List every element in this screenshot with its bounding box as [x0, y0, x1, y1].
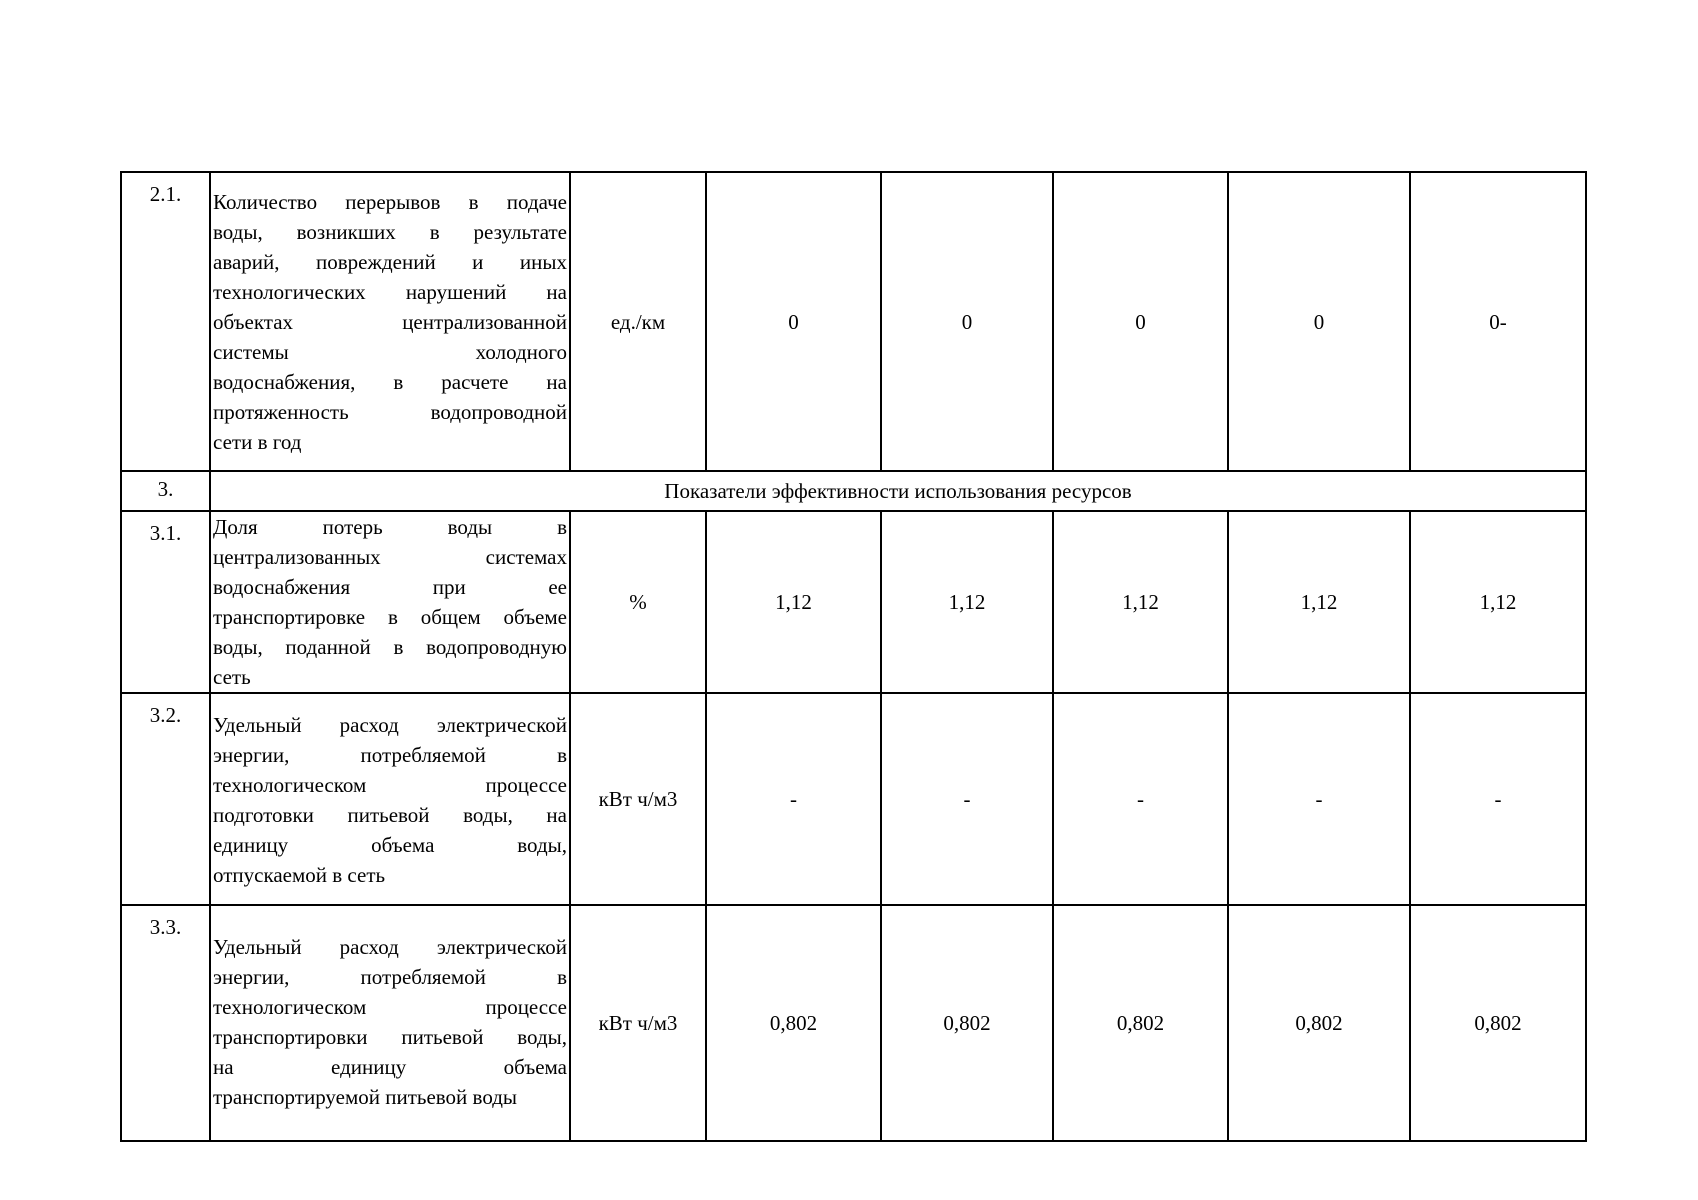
description-line: централизованных системах	[213, 545, 567, 569]
section-row	[121, 471, 1586, 511]
value-cell: 0,802	[1053, 905, 1228, 1141]
description-line: сеть	[213, 665, 251, 689]
table-row	[121, 172, 1586, 471]
unit-cell: кВт ч/м3	[570, 905, 706, 1141]
description-line: аварий, повреждений и иных	[213, 250, 567, 274]
description-line: подготовки питьевой воды, на	[213, 803, 567, 827]
value-cell: 1,12	[1228, 511, 1410, 693]
description-line: на единицу объема	[213, 1055, 567, 1079]
description-line: Удельный расход электрической	[213, 935, 567, 959]
value-cell: 0-	[1410, 172, 1586, 471]
description-line: технологическом процессе	[213, 773, 567, 797]
value-cell: 1,12	[706, 511, 881, 693]
unit-cell: ед./км	[570, 172, 706, 471]
description-line: Количество перерывов в подаче	[213, 190, 567, 214]
value-cell: 0,802	[1228, 905, 1410, 1141]
row-number: 2.1.	[121, 172, 210, 471]
value-cell: -	[1410, 693, 1586, 905]
row-number: 3.	[121, 471, 210, 511]
value-cell: -	[706, 693, 881, 905]
value-cell: 0	[1053, 172, 1228, 471]
indicator-description	[210, 172, 570, 471]
row-number: 3.2.	[121, 693, 210, 905]
value-cell: -	[1228, 693, 1410, 905]
value-cell: -	[881, 693, 1053, 905]
description-line: технологических нарушений на	[213, 280, 567, 304]
description-line: водоснабжения при ее	[213, 575, 567, 599]
indicators-table	[120, 171, 1587, 1142]
row-number: 3.1.	[121, 511, 210, 693]
description-line: Доля потерь воды в	[213, 515, 567, 539]
description-line: единицу объема воды,	[213, 833, 567, 857]
value-cell: 0,802	[706, 905, 881, 1141]
description-line: Удельный расход электрической	[213, 713, 567, 737]
value-cell: 0,802	[881, 905, 1053, 1141]
unit-cell: кВт ч/м3	[570, 693, 706, 905]
unit-cell: %	[570, 511, 706, 693]
value-cell: 1,12	[881, 511, 1053, 693]
description-line: протяженность водопроводной	[213, 400, 567, 424]
description-line: энергии, потребляемой в	[213, 965, 567, 989]
description-line: системы холодного	[213, 340, 567, 364]
description-line: воды, поданной в водопроводную	[213, 635, 567, 659]
description-line: сети в год	[213, 430, 302, 454]
description-line: транспортировке в общем объеме	[213, 605, 567, 629]
value-cell: 1,12	[1053, 511, 1228, 693]
indicator-description	[210, 511, 570, 693]
description-line: отпускаемой в сеть	[213, 863, 386, 887]
description-line: транспортируемой питьевой воды	[213, 1085, 518, 1109]
section-title: Показатели эффективности использования ресурсов	[210, 471, 1586, 511]
value-cell: -	[1053, 693, 1228, 905]
indicator-description	[210, 905, 570, 1141]
value-cell: 0	[706, 172, 881, 471]
value-cell: 1,12	[1410, 511, 1586, 693]
row-number: 3.3.	[121, 905, 210, 1141]
value-cell: 0,802	[1410, 905, 1586, 1141]
value-cell: 0	[1228, 172, 1410, 471]
description-line: транспортировки питьевой воды,	[213, 1025, 567, 1049]
table-row	[121, 905, 1586, 1141]
table-row	[121, 511, 1586, 693]
description-line: энергии, потребляемой в	[213, 743, 567, 767]
table-row	[121, 693, 1586, 905]
value-cell: 0	[881, 172, 1053, 471]
description-line: воды, возникших в результате	[213, 220, 567, 244]
description-line: объектах централизованной	[213, 310, 567, 334]
indicator-description	[210, 693, 570, 905]
description-line: водоснабжения, в расчете на	[213, 370, 567, 394]
description-line: технологическом процессе	[213, 995, 567, 1019]
